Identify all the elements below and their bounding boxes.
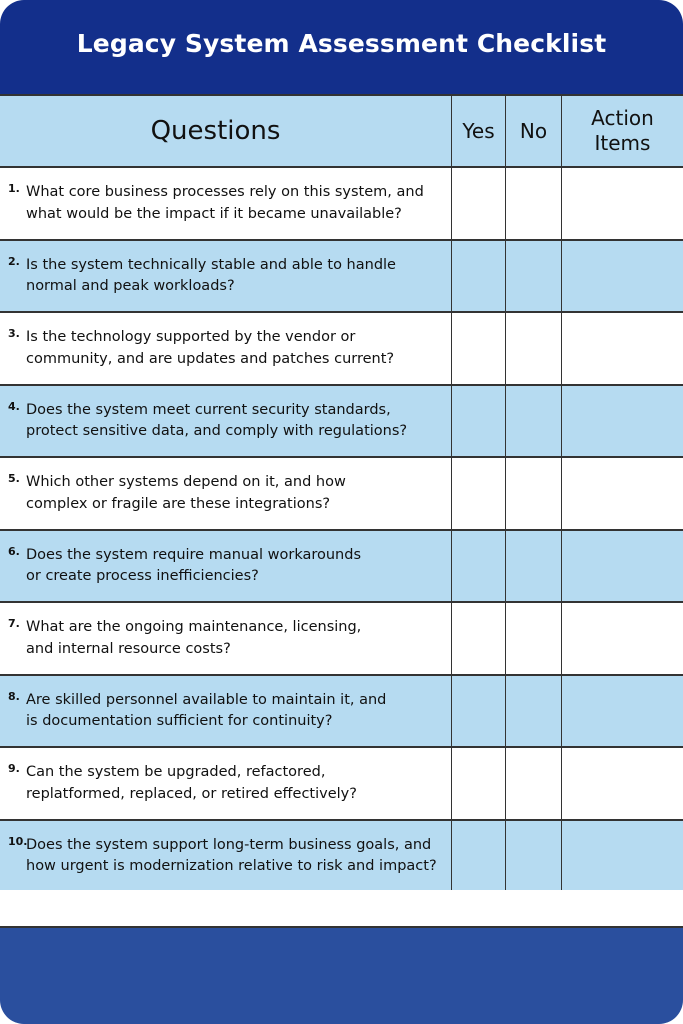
action-items-cell[interactable] — [562, 386, 683, 457]
question-cell — [0, 676, 452, 747]
action-header-line2: Items — [594, 131, 651, 155]
question-number: 10. — [8, 834, 28, 848]
question-cell — [0, 313, 452, 384]
action-items-cell[interactable] — [562, 241, 683, 312]
table-header-row — [0, 96, 683, 168]
question-cell — [0, 168, 452, 239]
yes-checkbox-cell[interactable] — [452, 821, 506, 892]
question-number: 9. — [8, 762, 20, 775]
question-text — [26, 472, 446, 515]
question-number: 8. — [8, 689, 20, 703]
question-text — [26, 762, 446, 805]
question-number: 7. — [8, 617, 20, 630]
action-items-cell[interactable] — [562, 676, 683, 747]
question-number: 2. — [8, 254, 20, 268]
yes-checkbox-cell[interactable] — [452, 531, 506, 602]
table-row — [0, 603, 683, 676]
question-text — [26, 327, 446, 370]
action-items-cell[interactable] — [562, 821, 683, 892]
table-row — [0, 676, 683, 749]
question-text — [26, 617, 446, 660]
footer-bar — [0, 928, 683, 1024]
question-number: 4. — [8, 399, 20, 413]
column-header-action-items — [562, 96, 683, 166]
question-number: 3. — [8, 327, 20, 340]
page-title: Legacy System Assessment Checklist — [76, 28, 607, 58]
question-line: Does the system require manual workarounds — [26, 546, 362, 563]
question-text — [26, 255, 446, 298]
question-number: 1. — [8, 182, 20, 195]
table-row — [0, 168, 683, 241]
no-checkbox-cell[interactable] — [506, 313, 562, 384]
question-line: or create process inefficiencies? — [26, 568, 259, 584]
question-text — [26, 400, 446, 443]
question-line: how urgent is modernization relative to risk and impact? — [26, 858, 437, 874]
question-text — [26, 690, 446, 733]
column-header-no: No — [506, 96, 562, 166]
question-number: 6. — [8, 544, 20, 558]
action-items-cell[interactable] — [562, 748, 683, 819]
question-line: community, and are updates and patches current? — [26, 350, 395, 367]
question-cell — [0, 821, 452, 892]
column-header-questions: Questions — [0, 96, 452, 166]
question-text — [26, 545, 446, 588]
no-checkbox-cell[interactable] — [506, 748, 562, 819]
action-items-cell[interactable] — [562, 313, 683, 384]
question-line: Is the system technically stable and able to handle — [26, 256, 396, 273]
yes-checkbox-cell[interactable] — [452, 603, 506, 674]
question-line: replatformed, replaced, or retired effectively? — [26, 785, 357, 802]
column-header-yes: Yes — [452, 96, 506, 166]
no-checkbox-cell[interactable] — [506, 386, 562, 457]
question-number: 5. — [8, 472, 20, 485]
no-checkbox-cell[interactable] — [506, 458, 562, 529]
question-line: Are skilled personnel available to maintain it, and — [26, 691, 387, 708]
question-cell — [0, 458, 452, 529]
question-text — [26, 835, 446, 878]
no-checkbox-cell[interactable] — [506, 241, 562, 312]
question-line: What are the ongoing maintenance, licensing, — [26, 619, 362, 635]
no-checkbox-cell[interactable] — [506, 603, 562, 674]
action-items-cell[interactable] — [562, 168, 683, 239]
question-line: Which other systems depend on it, and how — [26, 474, 346, 490]
question-cell — [0, 603, 452, 674]
question-line: complex or fragile are these integrations? — [26, 495, 331, 512]
question-cell — [0, 241, 452, 312]
question-line: Can the system be upgraded, refactored, — [26, 764, 326, 780]
yes-checkbox-cell[interactable] — [452, 748, 506, 819]
question-line: protect sensitive data, and comply with regulations? — [26, 423, 408, 439]
header-bar — [0, 0, 683, 94]
no-checkbox-cell[interactable] — [506, 676, 562, 747]
question-line: what would be the impact if it became unavailable? — [26, 205, 402, 222]
question-line: and internal resource costs? — [26, 640, 231, 657]
question-line: Is the technology supported by the vendor or — [26, 329, 356, 345]
action-items-cell[interactable] — [562, 458, 683, 529]
action-header-line1: Action — [591, 106, 654, 130]
table-row — [0, 241, 683, 314]
yes-checkbox-cell[interactable] — [452, 313, 506, 384]
question-line: What core business processes rely on this system, and — [26, 184, 424, 200]
checklist-table — [0, 94, 683, 893]
yes-checkbox-cell[interactable] — [452, 386, 506, 457]
question-line: normal and peak workloads? — [26, 278, 235, 294]
table-row — [0, 386, 683, 459]
question-cell — [0, 386, 452, 457]
no-checkbox-cell[interactable] — [506, 821, 562, 892]
action-items-cell[interactable] — [562, 531, 683, 602]
yes-checkbox-cell[interactable] — [452, 168, 506, 239]
no-checkbox-cell[interactable] — [506, 168, 562, 239]
yes-checkbox-cell[interactable] — [452, 458, 506, 529]
action-items-cell[interactable] — [562, 603, 683, 674]
table-row — [0, 531, 683, 604]
table-row — [0, 821, 683, 894]
question-text — [26, 182, 446, 225]
blank-row — [0, 890, 683, 928]
question-line: Does the system meet current security standards, — [26, 401, 391, 418]
question-line: is documentation sufficient for continuity? — [26, 713, 333, 729]
no-checkbox-cell[interactable] — [506, 531, 562, 602]
yes-checkbox-cell[interactable] — [452, 676, 506, 747]
yes-checkbox-cell[interactable] — [452, 241, 506, 312]
question-cell — [0, 531, 452, 602]
question-cell — [0, 748, 452, 819]
question-line: Does the system support long-term business goals, and — [26, 836, 432, 853]
table-row — [0, 748, 683, 821]
table-row — [0, 313, 683, 386]
table-row — [0, 458, 683, 531]
